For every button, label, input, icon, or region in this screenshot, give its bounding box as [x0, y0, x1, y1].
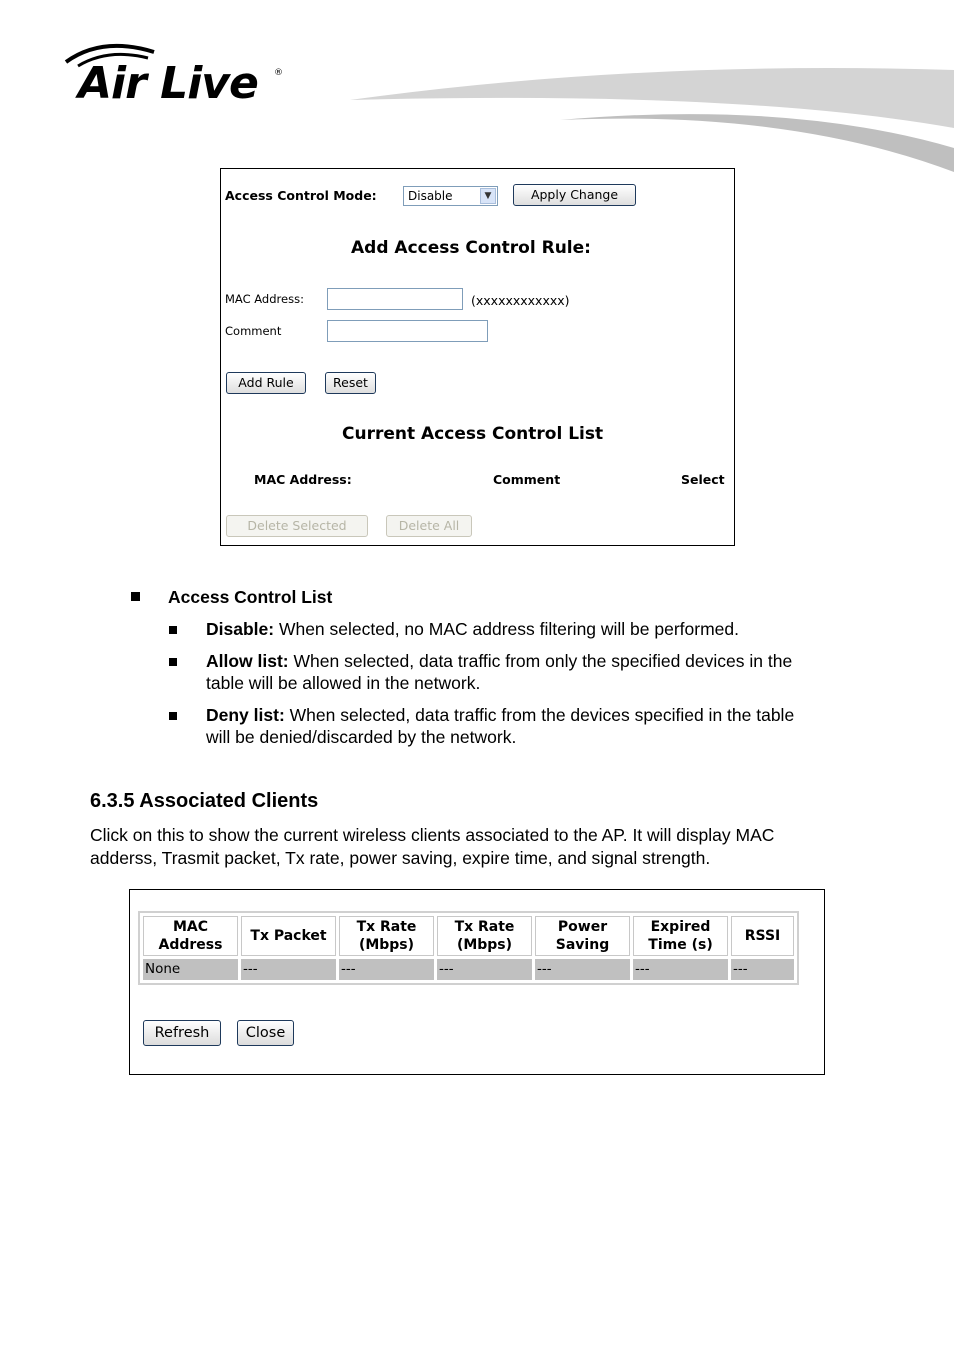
bullet-square-icon — [131, 592, 140, 601]
list-item-deny: Deny list: When selected, data traffic from the devices specified in the table — [206, 705, 795, 725]
section-paragraph-line1: Click on this to show the current wireless clients associated to the AP. It will display MAC — [90, 825, 775, 845]
access-control-screenshot — [220, 168, 735, 546]
header-swoosh-decoration — [340, 60, 954, 180]
close-button[interactable]: Close — [237, 1020, 294, 1046]
mac-address-label: MAC Address: — [225, 292, 304, 306]
list-column-select: Select — [681, 472, 725, 487]
table-cell: --- — [437, 959, 532, 980]
section-paragraph-line2: adderss, Trasmit packet, Tx rate, power saving, expire time, and signal strength. — [90, 848, 711, 868]
list-item-disable: Disable: When selected, no MAC address filtering will be performed. — [206, 619, 740, 639]
mac-format-hint: (xxxxxxxxxxxx) — [471, 293, 570, 308]
column-header: Tx Packet — [241, 916, 336, 956]
column-header: MAC Address — [143, 916, 238, 956]
table-cell: None — [143, 959, 238, 980]
table-cell: --- — [731, 959, 794, 980]
apply-change-button[interactable]: Apply Change — [513, 184, 636, 206]
current-list-title: Current Access Control List — [342, 424, 604, 444]
access-control-mode-label: Access Control Mode: — [225, 188, 377, 203]
list-column-mac: MAC Address: — [254, 472, 352, 487]
clients-table — [138, 911, 799, 985]
list-item-deny-cont: will be denied/discarded by the network. — [206, 727, 517, 747]
bullet-square-icon — [169, 712, 177, 720]
list-column-comment: Comment — [493, 472, 561, 487]
airlive-logo — [62, 40, 292, 110]
add-rule-title: Add Access Control Rule: — [351, 238, 591, 258]
column-header: Tx Rate (Mbps) — [437, 916, 532, 956]
table-cell: --- — [241, 959, 336, 980]
list-item-allow-cont: table will be allowed in the network. — [206, 673, 481, 693]
chevron-down-icon[interactable]: ▼ — [480, 188, 496, 204]
table-cell: --- — [633, 959, 728, 980]
delete-all-button[interactable]: Delete All — [386, 515, 472, 537]
associated-clients-screenshot — [129, 889, 825, 1075]
comment-input[interactable] — [327, 320, 488, 342]
table-header-row — [143, 916, 794, 956]
bullet-square-icon — [169, 626, 177, 634]
table-cell: --- — [339, 959, 434, 980]
bullet-square-icon — [169, 658, 177, 666]
column-header: Power Saving — [535, 916, 630, 956]
column-header: Tx Rate (Mbps) — [339, 916, 434, 956]
list-item-allow: Allow list: When selected, data traffic from only the specified devices in the — [206, 651, 793, 671]
refresh-button[interactable]: Refresh — [143, 1020, 221, 1046]
reset-button[interactable]: Reset — [325, 372, 376, 394]
acl-heading: Access Control List — [168, 587, 333, 607]
logo-wordmark: Air Live — [78, 58, 258, 109]
table-cell: --- — [535, 959, 630, 980]
access-control-mode-select[interactable] — [403, 186, 498, 206]
table-row — [143, 959, 794, 980]
comment-label: Comment — [225, 324, 282, 338]
column-header: RSSI — [731, 916, 794, 956]
mac-address-input[interactable] — [327, 288, 463, 310]
mode-select-value: Disable — [408, 189, 453, 203]
section-heading: 6.3.5 Associated Clients — [90, 790, 319, 812]
delete-selected-button[interactable]: Delete Selected — [226, 515, 368, 537]
registered-mark: ® — [274, 68, 283, 78]
add-rule-button[interactable]: Add Rule — [226, 372, 306, 394]
column-header: Expired Time (s) — [633, 916, 728, 956]
